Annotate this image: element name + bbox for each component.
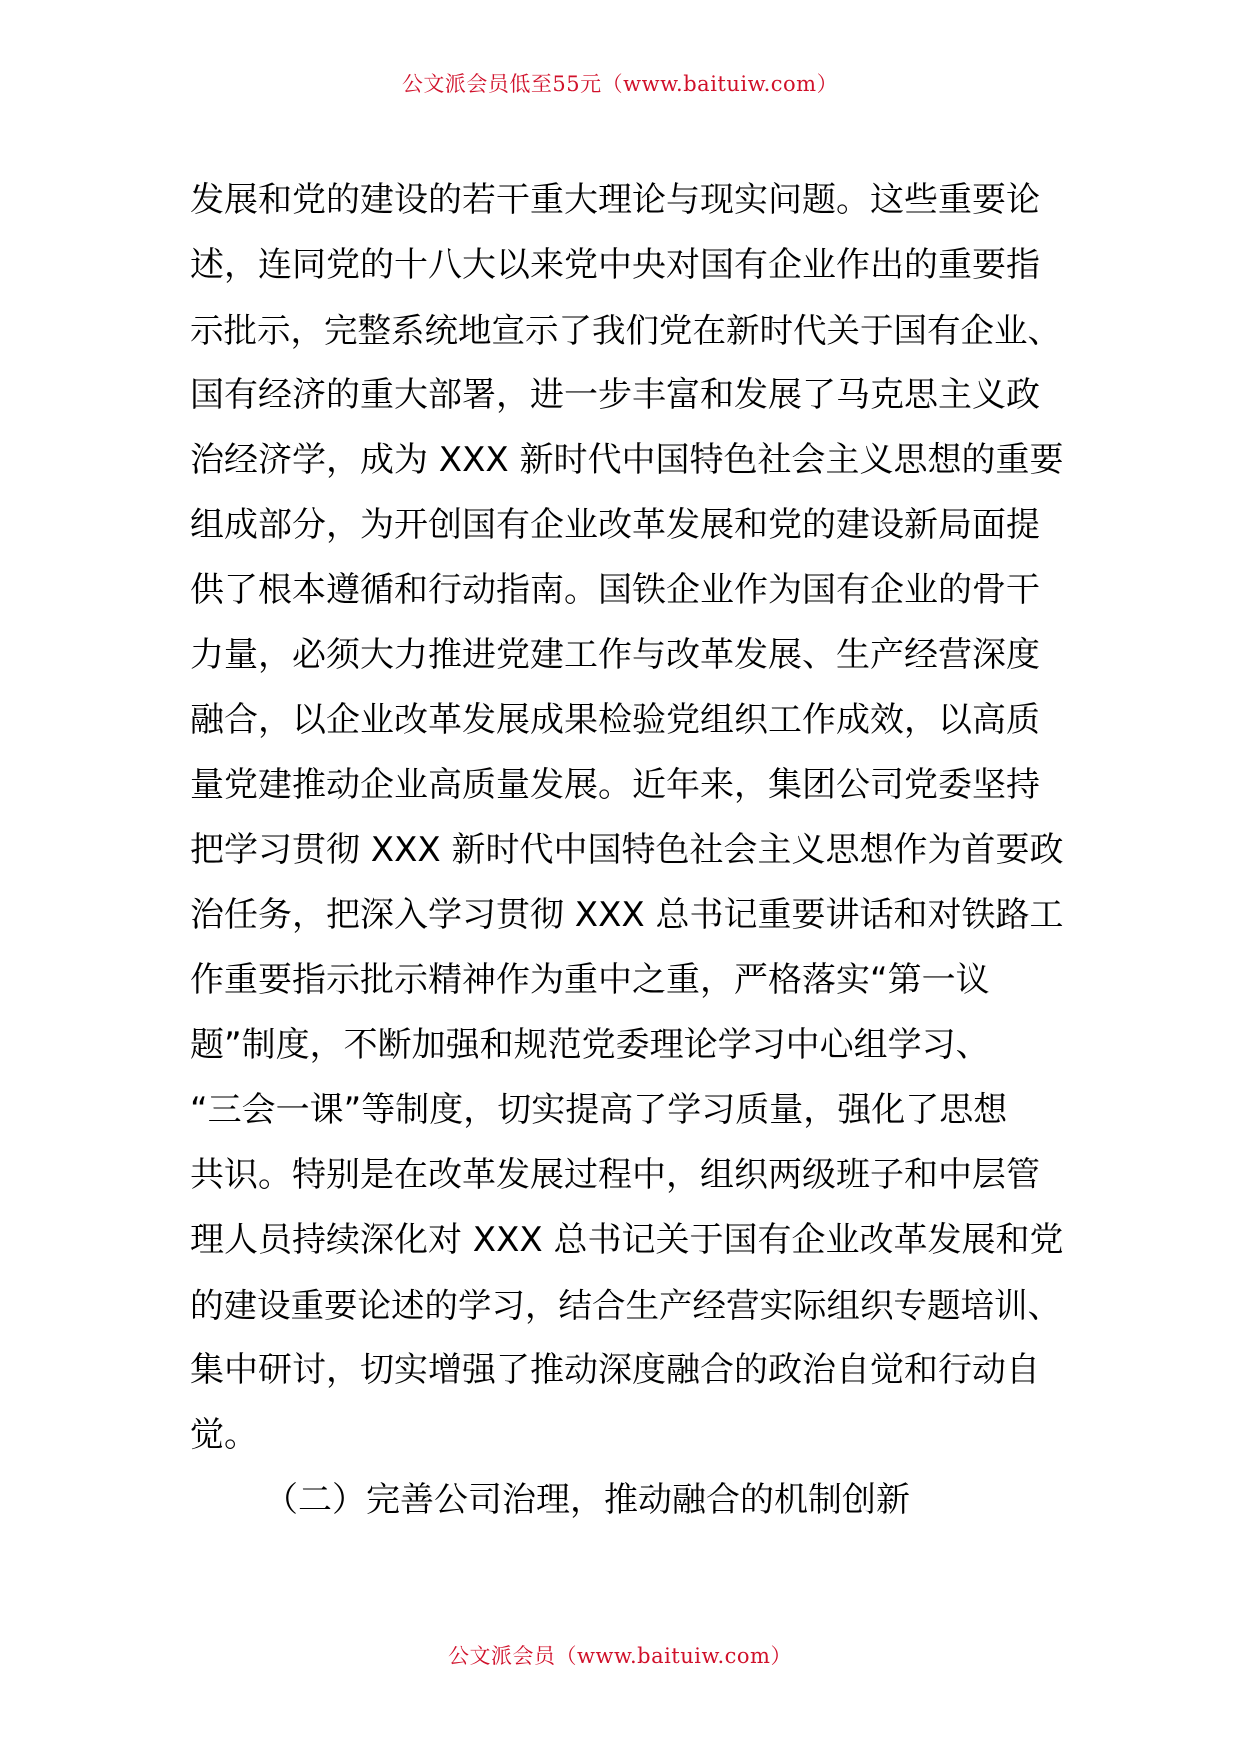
body-line: 治经济学，成为 XXX 新时代中国特色社会主义思想的重要: [190, 440, 1064, 480]
body-line: 作重要指示批示精神作为重中之重，严格落实“第一议: [190, 960, 990, 1000]
body-line: 把学习贯彻 XXX 新时代中国特色社会主义思想作为首要政: [190, 830, 1064, 870]
body-text: [190, 168, 1070, 1533]
body-line: 理人员持续深化对 XXX 总书记关于国有企业改革发展和党: [190, 1220, 1064, 1260]
body-line: 量党建推动企业高质量发展。近年来，集团公司党委坚持: [190, 765, 1040, 805]
section-heading: （二）完善公司治理，推动融合的机制创新: [264, 1480, 910, 1520]
body-line: 述，连同党的十八大以来党中央对国有企业作出的重要指: [190, 245, 1040, 285]
body-line: “三会一课”等制度，切实提高了学习质量，强化了思想: [190, 1090, 1008, 1130]
body-line: 供了根本遵循和行动指南。国铁企业作为国有企业的骨干: [190, 570, 1040, 610]
body-line: 共识。特别是在改革发展过程中，组织两级班子和中层管: [190, 1155, 1040, 1195]
body-line: 国有经济的重大部署，进一步丰富和发展了马克思主义政: [190, 375, 1040, 415]
body-line: 发展和党的建设的若干重大理论与现实问题。这些重要论: [190, 180, 1040, 220]
body-line: 集中研讨，切实增强了推动深度融合的政治自觉和行动自: [190, 1350, 1040, 1390]
body-line: 力量，必须大力推进党建工作与改革发展、生产经营深度: [190, 635, 1040, 675]
body-line: 治任务，把深入学习贯彻 XXX 总书记重要讲话和对铁路工: [190, 895, 1064, 935]
footer-watermark: 公文派会员（www.baituiw.com）: [448, 1644, 792, 1668]
header-watermark: 公文派会员低至55元（www.baituiw.com）: [401, 72, 839, 96]
body-line: 示批示，完整系统地宣示了我们党在新时代关于国有企业、: [190, 311, 1061, 350]
body-line: 觉。: [190, 1415, 258, 1455]
body-line: 融合，以企业改革发展成果检验党组织工作成效，以高质: [190, 700, 1040, 740]
body-line: 题”制度，不断加强和规范党委理论学习中心组学习、: [190, 1025, 990, 1065]
body-line: 组成部分，为开创国有企业改革发展和党的建设新局面提: [190, 505, 1040, 545]
body-line: 的建设重要论述的学习，结合生产经营实际组织专题培训、: [190, 1286, 1061, 1325]
